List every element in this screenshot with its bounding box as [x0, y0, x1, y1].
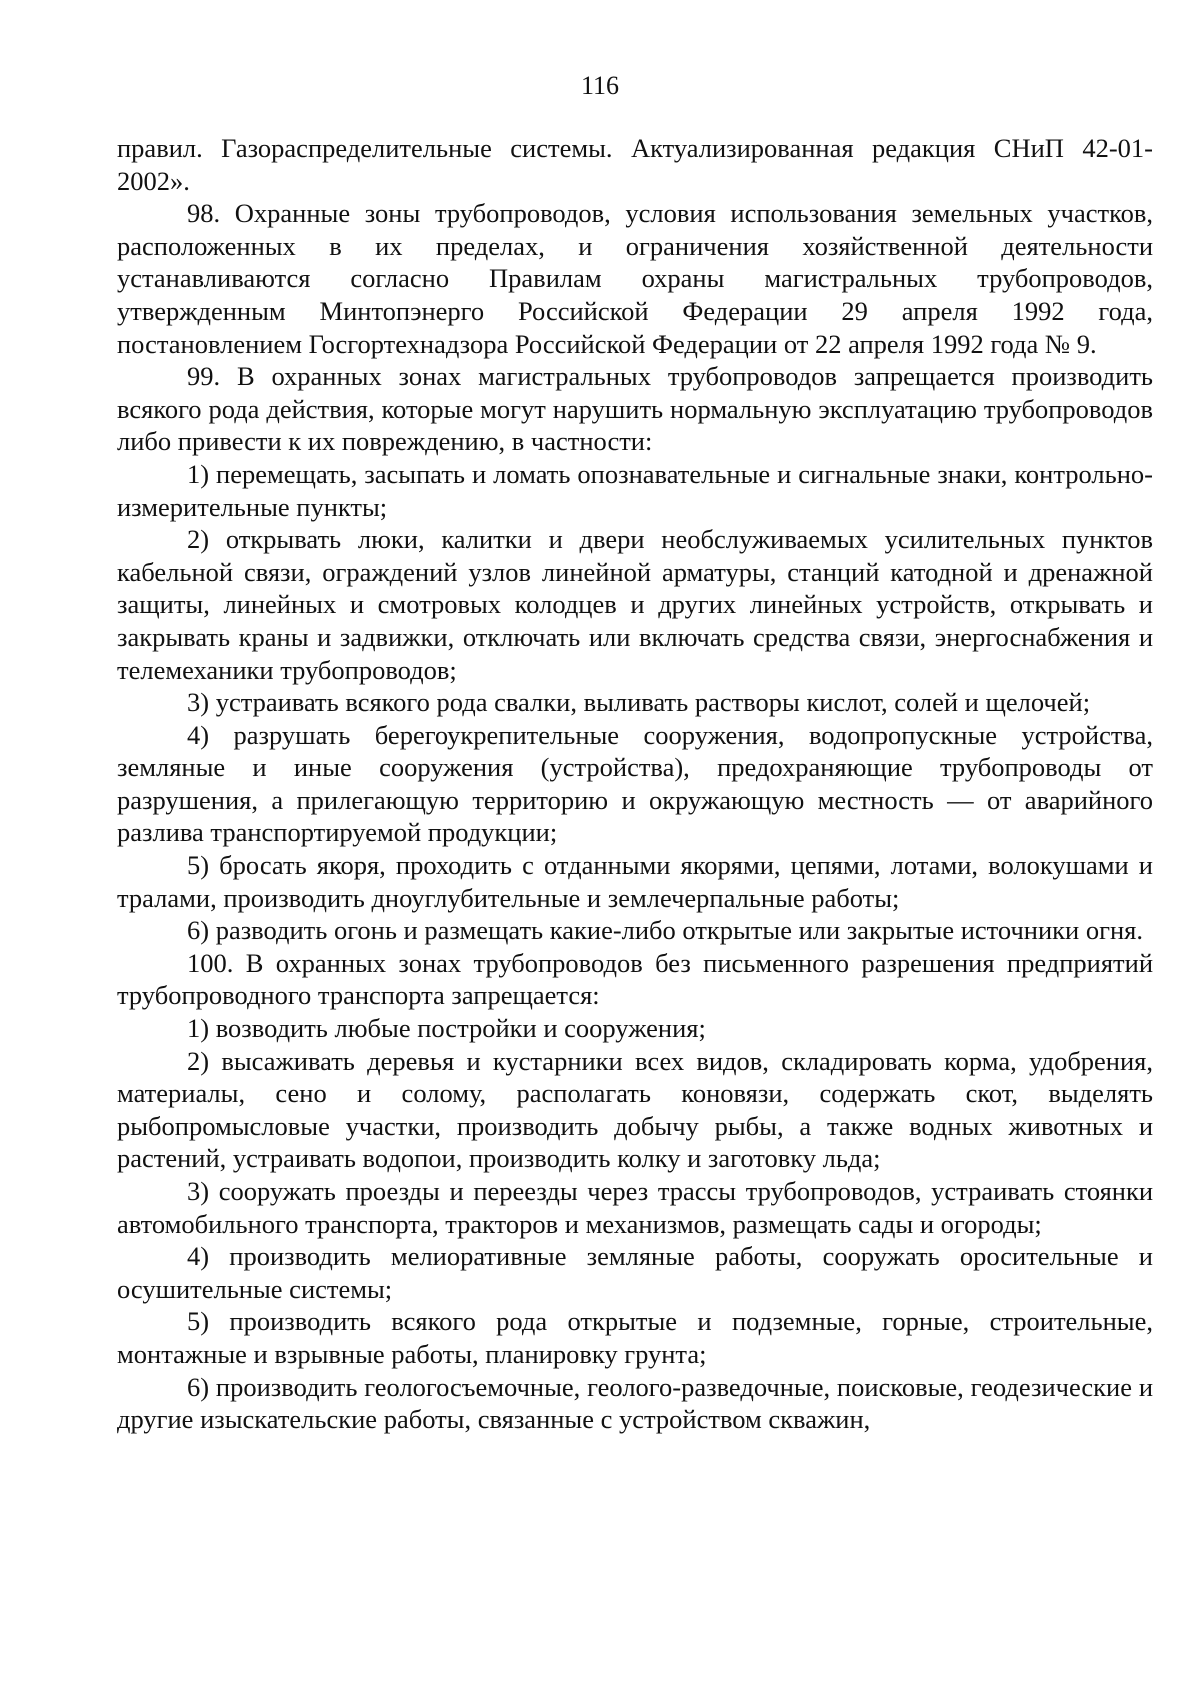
paragraph: правил. Газораспределительные системы. Актуализированная редакция СНиП 42-01-2002». [117, 133, 1153, 196]
list-item: 2) открывать люки, калитки и двери необслуживаемых усилительных пунктов кабельной связи, ограждений узлов линейной арматуры, станций катодной и дренажной защиты, линейных и смотровых колодцев и других линейных устройств, открывать и закрывать краны и задвижки, отключать или включать средства связи, энергоснабжения и телемеханики трубопроводов; [117, 524, 1153, 685]
list-item: 4) производить мелиоративные земляные работы, сооружать оросительные и осушительные системы; [117, 1241, 1153, 1304]
paragraph: 98. Охранные зоны трубопроводов, условия использования земельных участков, расположенных в их пределах, и ограничения хозяйственной деятельности устанавливаются согласно Правилам охраны магистральных трубопроводов, утвержденным Минтопэнерго Российской Федерации 29 апреля 1992 года, постановлением Госгортехнадзора Российской Федерации от 22 апреля 1992 года № 9. [117, 198, 1153, 359]
paragraph: 99. В охранных зонах магистральных трубопроводов запрещается производить всякого рода действия, которые могут нарушить нормальную эксплуатацию трубопроводов либо привести к их повреждению, в частности: [117, 361, 1153, 457]
document-body [117, 132, 1153, 1436]
list-item: 5) производить всякого рода открытые и подземные, горные, строительные, монтажные и взрывные работы, планировку грунта; [117, 1306, 1153, 1369]
list-item: 3) сооружать проезды и переезды через трассы трубопроводов, устраивать стоянки автомобильного транспорта, тракторов и механизмов, размещать сады и огороды; [117, 1176, 1153, 1239]
list-item: 2) высаживать деревья и кустарники всех видов, складировать корма, удобрения, материалы, сено и солому, располагать коновязи, содержать скот, выделять рыбопромысловые участки, производить добычу рыбы, а также водных животных и растений, устраивать водопои, производить колку и заготовку льда; [117, 1045, 1153, 1174]
list-item: 6) производить геологосъемочные, геолого-разведочные, поисковые, геодезические и другие изыскательские работы, связанные с устройством скважин, [117, 1371, 1153, 1435]
page-number: 116 [580, 71, 620, 100]
list-item: 5) бросать якоря, проходить с отданными якорями, цепями, лотами, волокушами и тралами, производить дноуглубительные и землечерпальные работы; [117, 850, 1153, 913]
list-item: 1) перемещать, засыпать и ломать опознавательные и сигнальные знаки, контрольно-измерительные пункты; [117, 458, 1153, 522]
list-item: 6) разводить огонь и размещать какие-либо открытые или закрытые источники огня. [187, 915, 1143, 946]
paragraph: 100. В охранных зонах трубопроводов без письменного разрешения предприятий трубопроводного транспорта запрещается: [117, 947, 1153, 1011]
list-item: 4) разрушать берегоукрепительные сооружения, водопропускные устройства, земляные и иные сооружения (устройства), предохраняющие трубопроводы от разрушения, а прилегающую территорию и окружающую местность — от аварийного разлива транспортируемой продукции; [117, 719, 1153, 848]
list-item: 3) устраивать всякого рода свалки, выливать растворы кислот, солей и щелочей; [187, 687, 1091, 718]
list-item: 1) возводить любые постройки и сооружения; [187, 1013, 706, 1044]
